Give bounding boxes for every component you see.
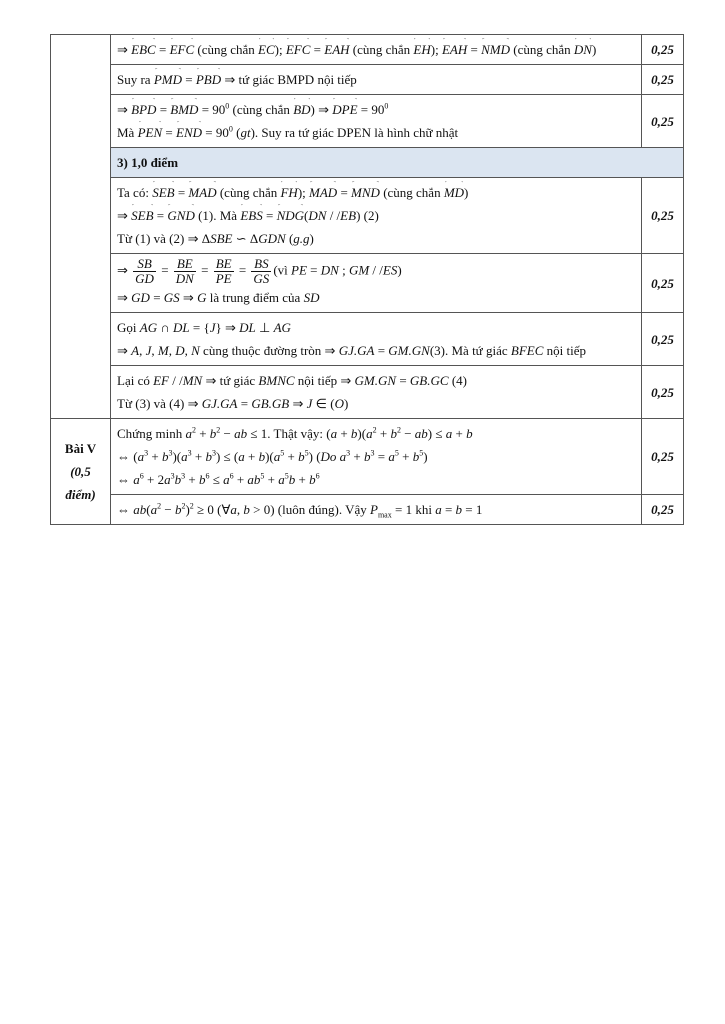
formula-line: Chứng minh $a^2 + b^2$ − ab ≤ 1. Thật vậy: $(a + b)(a^2 + b^2 - ab) \le a + b$ [117,425,473,441]
formula-line: ⇔ $(a^3 + b^3)(a^3 + b^3) \le (a + b)(a^5 + b^5)$ (Do $a^3 + b^3 = a^5 + b^5$) [117,448,428,464]
score-cell: 0,25 [642,313,684,366]
score-cell: 0,25 [642,254,684,313]
score-cell: 0,25 [642,178,684,254]
table-row [51,65,684,95]
table-row [51,495,684,525]
formula-line: ⇒ A, J, M, D, N cùng thuộc đường tròn ⇒ GJ.GA = GM.GN(3). Mà tứ giác BFEC nội tiếp [117,343,586,358]
formula-line: ⇒ BPD = BMD = $90^0$ (cùng chắn BD) ⇒ DPE = $90^0$ [117,98,635,121]
formula-line: Lại có EF / /MN ⇒ tứ giác BMNC nội tiếp ⇒ GM.GN = GB.GC (4) [117,373,467,388]
content-cell [111,366,642,419]
answer-table [50,34,684,525]
table-row [51,95,684,148]
table-row [51,366,684,419]
section-row [51,148,684,178]
content-cell [111,95,642,148]
formula-line: Ta có: SEB = MAD (cùng chắn FH); MAD = MND (cùng chắn MD) [117,181,635,204]
table-row [51,313,684,366]
content-cell [111,495,642,525]
label-cell-empty [51,35,111,419]
content-cell [111,254,642,313]
formula-line: Từ (1) và (2) ⇒ ΔSBE ∽ ΔGDN (g.g) [117,231,314,246]
formula-line: ⇔ $ab(a^2 - b^2)^2 \ge 0$ (∀a, b > 0) (luôn đúng). Vậy $P_{max} = 1$ khi a = b = 1 [117,501,483,520]
table-row [51,178,684,254]
formula-line: Mà PEN = END = $90^0$ (gt). Suy ra tứ giác DPEN là hình chữ nhật [117,121,635,144]
table-row [51,35,684,65]
label-points: (0,5 [70,464,91,479]
label-cell-bai-v [51,419,111,525]
formula-line: ⇒ $\frac{SB}{GD}$ = $\frac{BE}{DN}$ = $\frac{BE}{PE}$ = $\frac{BS}{GS}$ (vì PE = DN ; GM / /ES) [117,257,402,286]
formula-line: Gọi AG ∩ DL = {J} ⇒ DL ⊥ AG [117,320,291,335]
score-cell: 0,25 [642,495,684,525]
score-cell: 0,25 [642,419,684,495]
table-row [51,254,684,313]
content-cell [111,65,642,95]
score-cell: 0,25 [642,65,684,95]
formula-line: ⇒ SEB = GND (1). Mà EBS = NDG(DN / /EB) (2) [117,204,635,227]
formula-line: ⇒ EBC = EFC (cùng chắn EC); EFC = EAH (cùng chắn EH); EAH = NMD (cùng chắn DN) [117,38,635,61]
table-row [51,419,684,495]
formula-line: Suy ra PMD = PBD ⇒ tứ giác BMPD nội tiếp [117,68,635,91]
content-cell [111,35,642,65]
formula-line: Từ (3) và (4) ⇒ GJ.GA = GB.GB ⇒ J ∈ (O) [117,396,349,411]
label-title: Bài V [64,441,97,456]
content-cell [111,313,642,366]
section-heading: 3) 1,0 điểm [111,148,684,178]
score-cell: 0,25 [642,35,684,65]
formula-line: ⇔ $a^6 + 2a^3b^3 + b^6 \le a^6 + ab^5 + a^5b + b^6$ [117,471,320,487]
label-unit: điểm) [65,487,96,502]
formula-line: ⇒ GD = GS ⇒ G là trung điểm của SD [117,290,320,305]
content-cell [111,419,642,495]
score-cell: 0,25 [642,366,684,419]
content-cell [111,178,642,254]
score-cell: 0,25 [642,95,684,148]
